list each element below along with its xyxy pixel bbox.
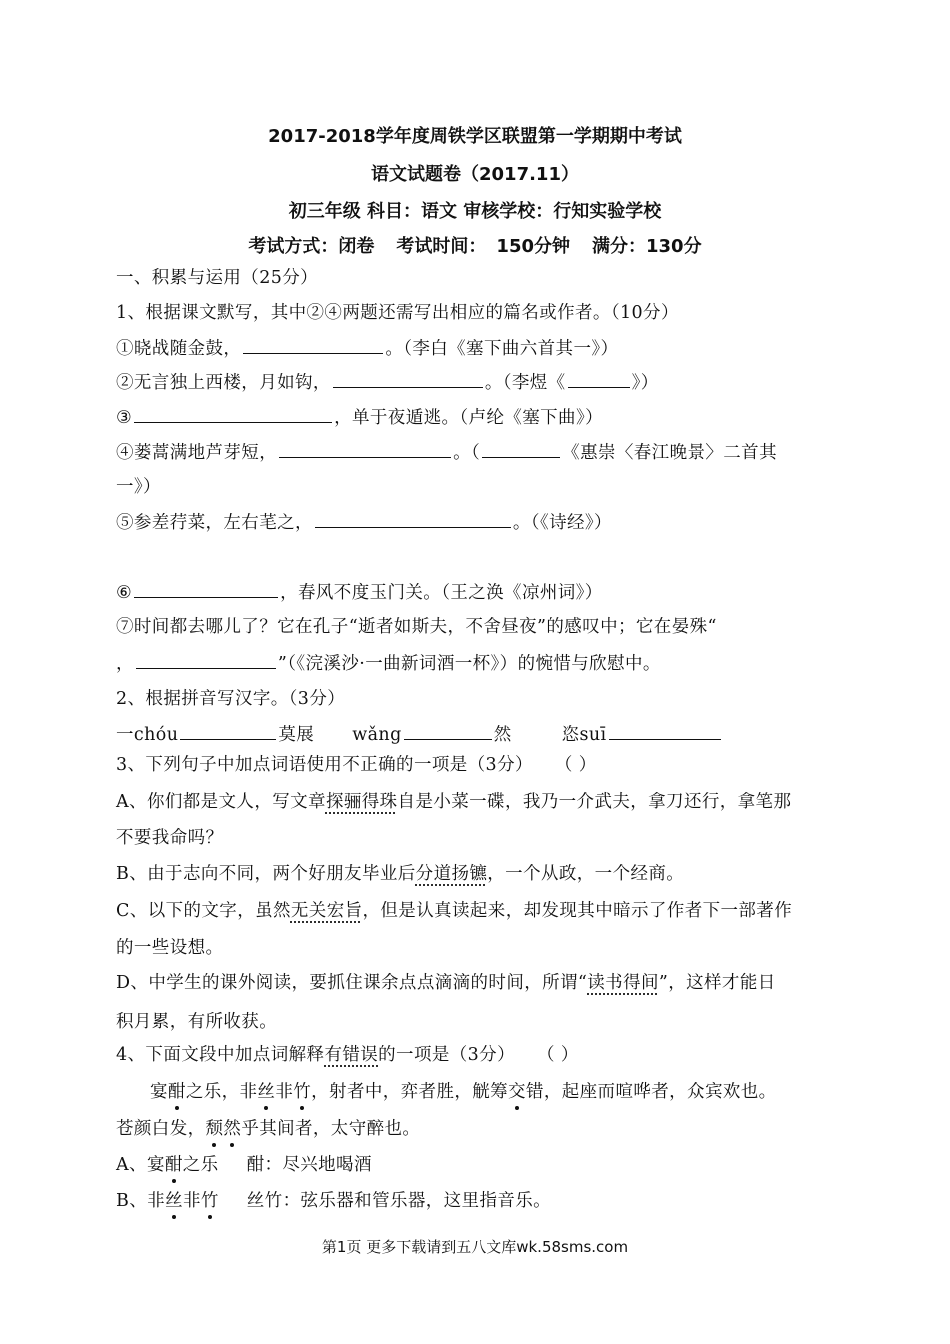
answer-blank[interactable]	[333, 370, 483, 388]
question-4-title: 4、下面文段中加点词解释有错误的一项是（3分） （ ）	[116, 1045, 579, 1065]
question-3-title: 3、下列句子中加点词语使用不正确的一项是（3分） （ ）	[116, 755, 597, 775]
question-1-item-7-cont: ， ”（《浣溪沙·一曲新词酒一杯》）的惋惜与欣慰中。	[116, 651, 846, 676]
question-4-passage-line-2: 苍颜白发，颓然乎其间者，太守醉也。	[116, 1119, 421, 1139]
question-3-option-c: C、以下的文字，虽然无关宏旨，但是认真读起来，却发现其中暗示了作者下一部著作	[116, 901, 793, 921]
exam-info	[0, 232, 950, 258]
emphasis-dotted: 不正确	[342, 755, 397, 775]
dotted-phrase: 探骊得珠	[325, 792, 398, 812]
page-footer: 第1页 更多下载请到五八文库wk.58sms.com	[321, 1238, 629, 1256]
answer-blank[interactable]	[609, 722, 721, 740]
question-1-item-4: ④蒌蒿满地芦芽短， 。（ 《惠崇〈春江晚景〉二首其	[116, 440, 846, 465]
answer-blank[interactable]	[568, 370, 630, 388]
question-1-item-3: ③ ，单于夜遁逃。（卢纶《塞下曲》）	[116, 405, 846, 430]
question-2-title: 2、根据拼音写汉字。（3分）	[116, 689, 346, 709]
question-3-option-b: B、由于志向不同，两个好朋友毕业后分道扬镳，一个从政，一个经商。	[116, 864, 685, 884]
answer-paren[interactable]: （ ）	[554, 755, 597, 775]
question-1-item-1: ①晓战随金鼓， 。（李白《塞下曲六首其一》）	[116, 336, 846, 361]
exam-grade-subject: 初三年级 科目：语文 审核学校：行知实验学校	[288, 201, 662, 222]
question-3-option-a: A、你们都是文人，写文章探骊得珠自是小菜一碟，我乃一介武夫，拿刀还行，拿笔那	[116, 792, 792, 812]
answer-blank[interactable]	[482, 440, 560, 458]
question-4-option-b: B、非丝非竹 丝竹：弦乐器和管乐器，这里指音乐。	[116, 1191, 552, 1211]
exam-full-score: 满分：130分	[592, 236, 702, 257]
exam-time-value: 150分钟	[496, 236, 570, 257]
dotted-phrase: 分道扬镳	[415, 864, 488, 884]
answer-blank[interactable]	[136, 651, 276, 669]
answer-blank[interactable]	[315, 510, 511, 528]
question-3-option-d: D、中学生的课外阅读，要抓住课余点点滴滴的时间，所谓“读书得间”，这样才能日	[116, 973, 776, 993]
question-1-item-7: ⑦时间都去哪儿了？它在孔子“逝者如斯夫，不舍昼夜”的感叹中；它在晏殊“	[116, 617, 717, 637]
answer-blank[interactable]	[180, 722, 276, 740]
section-heading: 一、积累与运用（25分）	[116, 268, 319, 288]
question-4-option-a: A、宴酣之乐 酣：尽兴地喝酒	[116, 1155, 372, 1175]
question-1-item-2: ②无言独上西楼，月如钩， 。（李煜《 》）	[116, 370, 846, 395]
exam-subtitle: 语文试题卷（2017.11）	[371, 164, 579, 185]
answer-blank[interactable]	[279, 440, 451, 458]
question-3-option-d-cont: 积月累，有所收获。	[116, 1012, 278, 1032]
question-1-item-6: ⑥ ，春风不度玉门关。（王之涣《凉州词》）	[116, 580, 846, 605]
question-3-option-c-cont: 的一些设想。	[116, 938, 224, 958]
exam-mode: 考试方式：闭卷	[248, 236, 375, 257]
question-1-item-5: ⑤参差荇菜，左右芼之， 。（《诗经》）	[116, 510, 846, 535]
answer-paren[interactable]: （ ）	[536, 1045, 579, 1065]
dotted-phrase: 无关宏旨	[290, 901, 363, 921]
question-1-title: 1、根据课文默写，其中②④两题还需写出相应的篇名或作者。（10分）	[116, 303, 679, 323]
answer-blank[interactable]	[243, 336, 383, 354]
answer-blank[interactable]	[134, 405, 332, 423]
question-4-passage-line-1: 宴酣之乐，非丝非竹，射者中，弈者胜，觥筹交错，起座而喧哗者，众宾欢也。	[150, 1082, 777, 1102]
dotted-phrase: 读书得间	[587, 973, 659, 993]
question-2-pinyin-row: 一chóu 莫展 wǎng 然 恣suī	[116, 722, 846, 747]
question-3-option-a-cont: 不要我命吗？	[116, 828, 224, 848]
question-1-item-4-cont: 一》）	[116, 477, 161, 497]
answer-blank[interactable]	[134, 580, 278, 598]
exam-title: 2017-2018学年度周铁学区联盟第一学期期中考试	[268, 126, 682, 147]
answer-blank[interactable]	[404, 722, 492, 740]
exam-time-label: 考试时间：	[396, 236, 487, 257]
